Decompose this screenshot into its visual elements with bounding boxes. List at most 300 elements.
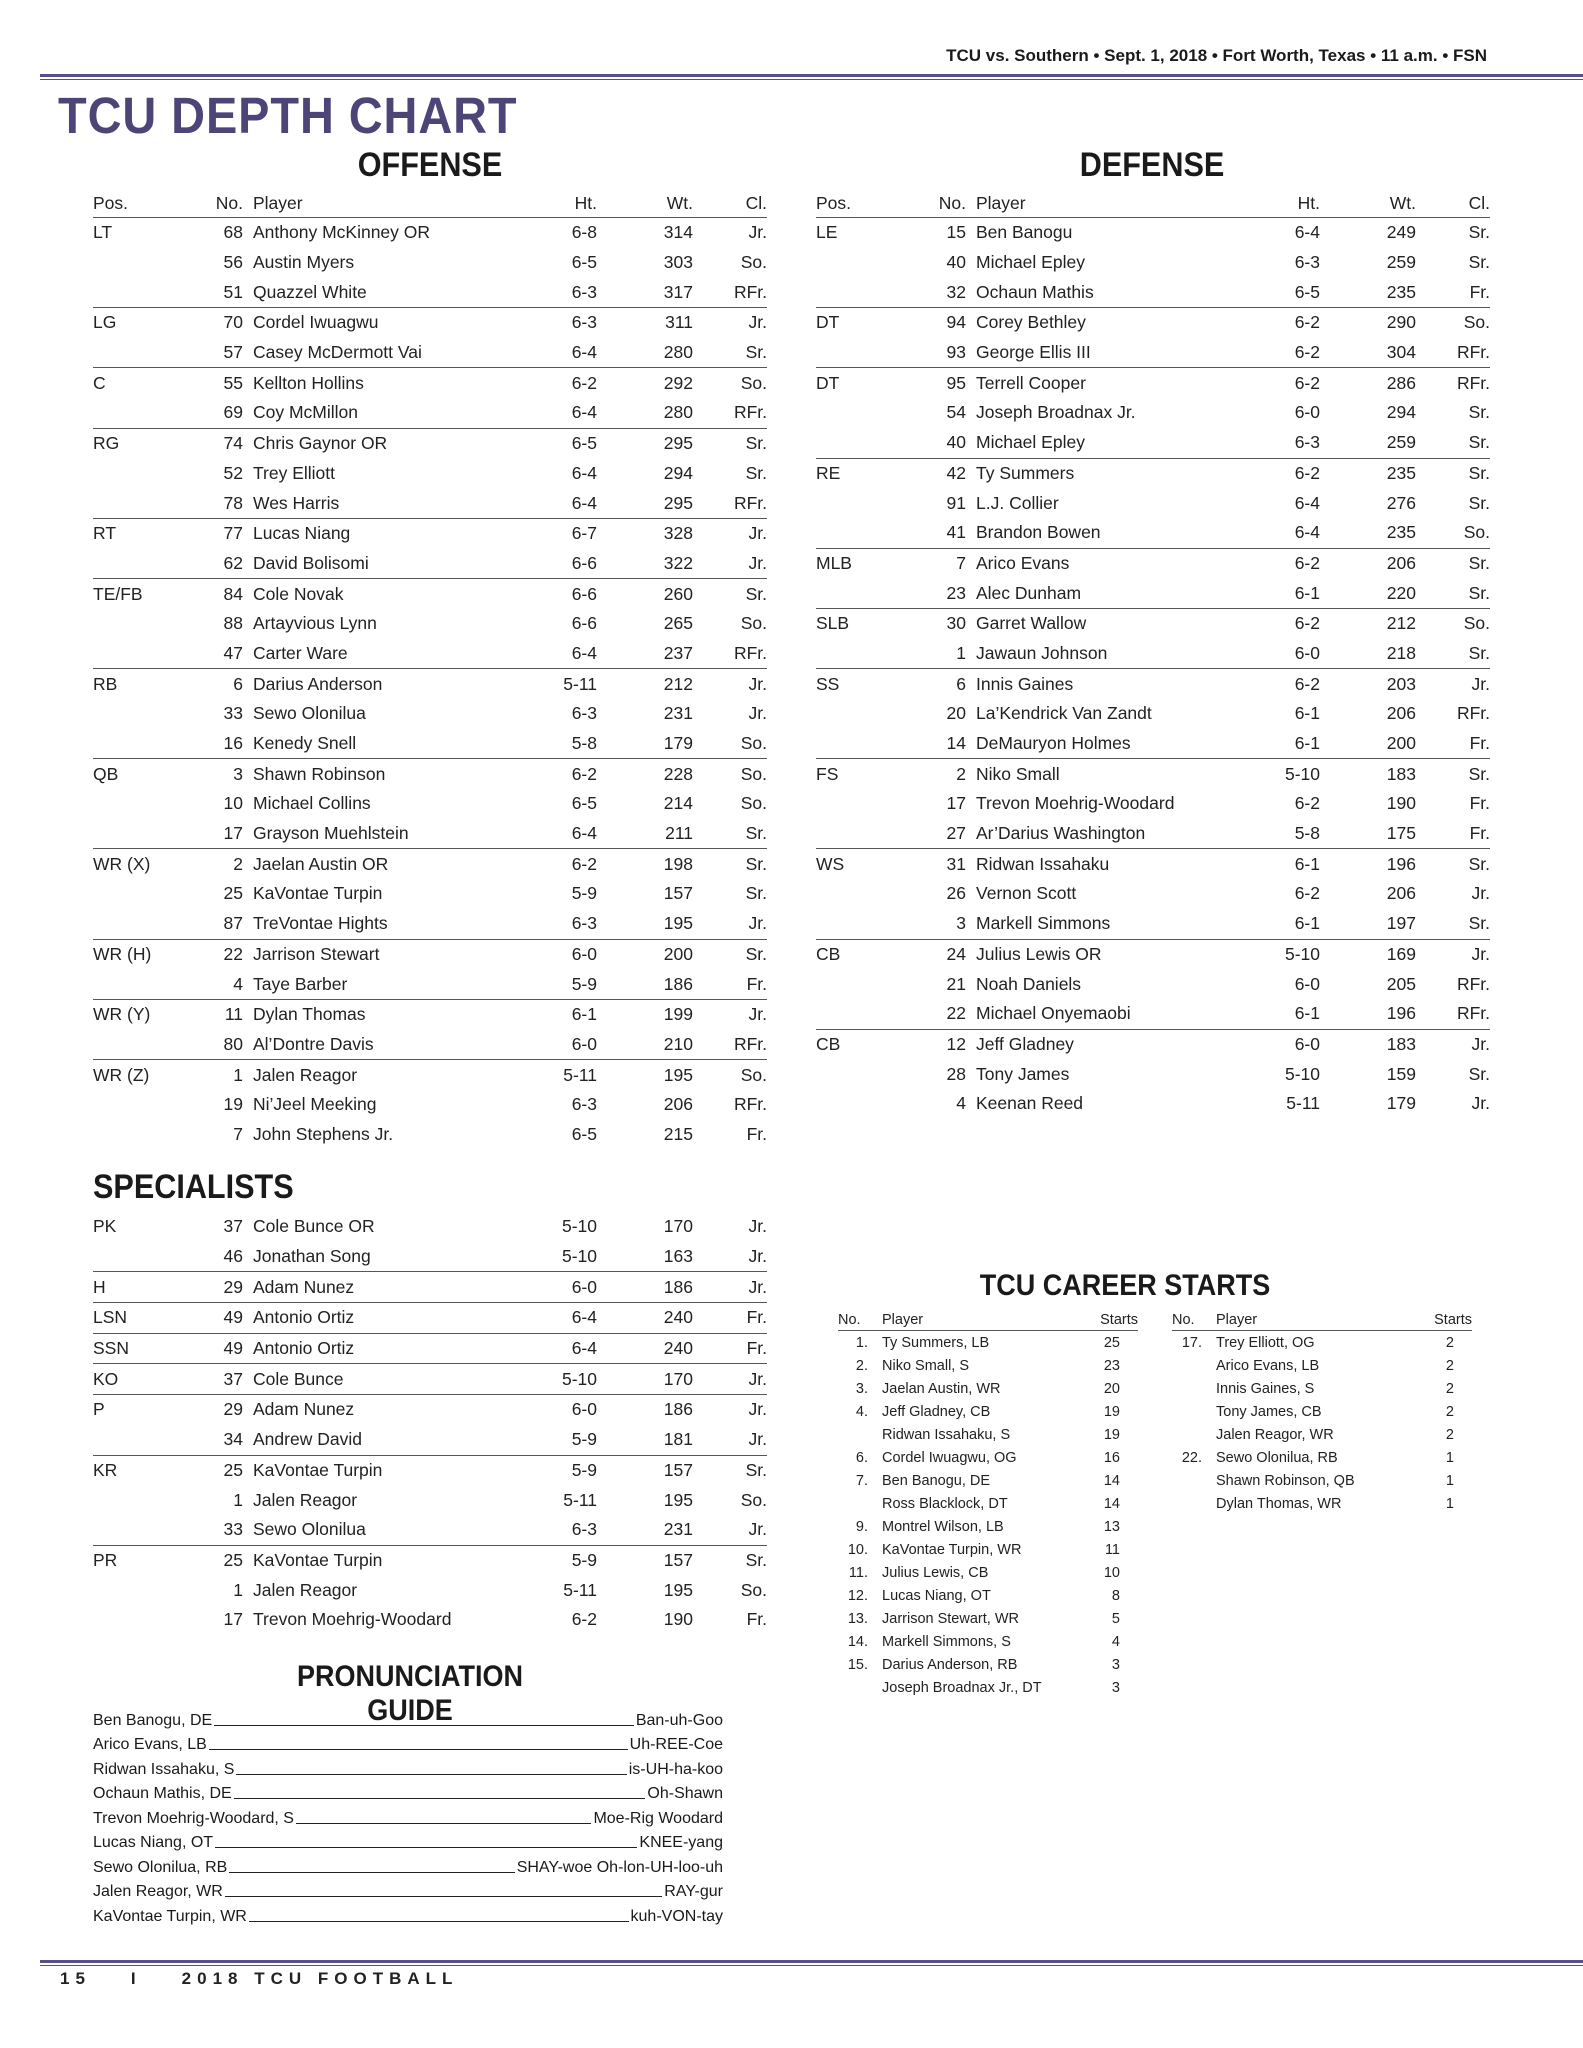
cell-wt: 186 (663, 973, 693, 994)
cell-wt: 294 (663, 462, 693, 483)
cell-cl: Fr. (746, 1123, 767, 1144)
cell-no: 27 (946, 823, 966, 844)
cell-player: Markell Simmons (976, 913, 1111, 934)
cell-no: 22 (173, 939, 253, 969)
cell-cl: Jr. (1416, 669, 1490, 699)
cell-wt: 228 (597, 759, 693, 789)
cs-col-no: No. (838, 1310, 882, 1331)
cell-wt: 259 (1386, 432, 1416, 453)
depth-row (93, 1120, 767, 1150)
cell-player: Sewo Olonilua (253, 703, 366, 724)
leader-line (209, 1749, 628, 1750)
depth-row (816, 999, 1490, 1029)
cell-ht: 6-8 (571, 222, 597, 243)
cell-wt: 322 (663, 552, 693, 573)
cs-col-player: Player (882, 1310, 1068, 1331)
col-header-wt: Wt. (1320, 189, 1416, 218)
cell-pos: SS (816, 669, 896, 699)
career-starts-row (838, 1653, 1138, 1676)
cs-cell-player: Ty Summers, LB (882, 1334, 990, 1351)
cs-cell-no (838, 1492, 882, 1515)
cell-wt: 195 (597, 1060, 693, 1090)
cell-wt: 205 (1386, 973, 1416, 994)
cell-ht: 6-4 (1294, 522, 1320, 543)
cell-player: Trevon Moehrig-Woodard (253, 1609, 452, 1630)
cell-ht: 5-9 (571, 973, 597, 994)
cell-no: 3 (173, 759, 253, 789)
cell-player: KaVontae Turpin (253, 1545, 503, 1575)
cell-ht: 5-9 (571, 883, 597, 904)
cell-pos: RG (93, 428, 173, 458)
leader-line (296, 1823, 591, 1824)
pronunciation-player: Ridwan Issahaku, S (93, 1760, 235, 1778)
cell-player: Ochaun Mathis (976, 281, 1094, 302)
publication-name: 2018 TCU FOOTBALL (181, 1969, 459, 1988)
leader-line (225, 1896, 662, 1897)
depth-row (93, 1485, 767, 1515)
cell-wt: 179 (1386, 1093, 1416, 1114)
depth-row (93, 1333, 767, 1364)
cell-no: 88 (223, 613, 243, 634)
cell-cl: So. (693, 1060, 767, 1090)
cell-cl: So. (1463, 522, 1490, 543)
pronunciation-row (93, 1705, 723, 1730)
cell-ht: 6-7 (503, 518, 597, 548)
cell-player: Keenan Reed (976, 1093, 1084, 1114)
cell-no: 40 (946, 432, 966, 453)
pronunciation-row (93, 1852, 723, 1877)
cell-wt: 183 (1320, 759, 1416, 789)
cell-cl: So. (740, 252, 767, 273)
cell-cl: So. (740, 733, 767, 754)
cell-no: 23 (946, 582, 966, 603)
cell-cl: Sr. (1468, 252, 1490, 273)
cell-wt: 212 (597, 669, 693, 699)
cell-ht: 5-10 (503, 1364, 597, 1395)
cell-ht: 6-4 (1294, 222, 1320, 243)
cs-cell-starts: 2 (1445, 1334, 1454, 1351)
cell-no: 33 (223, 1519, 243, 1540)
cs-cell-starts: 23 (1103, 1357, 1120, 1374)
depth-row (93, 1575, 767, 1605)
cell-wt: 304 (1386, 342, 1416, 363)
cs-cell-no: 12. (847, 1587, 868, 1604)
cell-cl: RFr. (733, 1094, 767, 1115)
cell-no: 11 (173, 999, 253, 1029)
depth-row (93, 669, 767, 699)
cell-player: Ty Summers (976, 458, 1226, 488)
cs-cell-no: 9. (855, 1518, 868, 1535)
cell-player: Artayvious Lynn (253, 613, 377, 634)
cell-pos: CB (816, 939, 896, 969)
cs-cell-no: 11. (848, 1564, 868, 1581)
cell-ht: 6-0 (1226, 1029, 1320, 1059)
cell-no: 49 (173, 1333, 253, 1364)
cell-no: 37 (223, 1216, 243, 1237)
cell-ht: 6-5 (571, 252, 597, 273)
cs-cell-player: Ross Blacklock, DT (882, 1495, 1008, 1512)
depth-row (816, 488, 1490, 518)
cell-no: 6 (173, 669, 253, 699)
cell-ht: 6-2 (1226, 669, 1320, 699)
cs-cell-starts: 5 (1111, 1610, 1120, 1627)
career-starts-row (838, 1561, 1138, 1584)
cell-ht: 6-2 (1226, 368, 1320, 398)
cell-player: Ben Banogu (976, 222, 1073, 243)
depth-row (816, 518, 1490, 548)
cs-cell-starts: 1 (1445, 1449, 1454, 1466)
cs-cell-player: Ridwan Issahaku, S (882, 1426, 1011, 1443)
cell-cl: Fr. (1469, 823, 1490, 844)
cell-cl: Jr. (693, 669, 767, 699)
cs-cell-starts: 14 (1103, 1495, 1120, 1512)
cs-cell-starts: 25 (1103, 1334, 1120, 1351)
cell-no: 25 (223, 883, 243, 904)
cell-no: 84 (173, 579, 253, 609)
cell-wt: 249 (1386, 222, 1416, 243)
cell-player: John Stephens Jr. (253, 1123, 394, 1144)
cs-cell-starts: 2 (1445, 1403, 1454, 1420)
cell-no: 6 (896, 669, 976, 699)
cell-no: 14 (946, 733, 966, 754)
cell-wt: 220 (1386, 582, 1416, 603)
career-starts-row (838, 1446, 1138, 1469)
cs-cell-no: 4. (855, 1403, 868, 1420)
pronunciation-player: Ben Banogu, DE (93, 1711, 213, 1729)
depth-row (93, 518, 767, 548)
cell-wt: 235 (1386, 522, 1416, 543)
leader-line (229, 1872, 514, 1873)
depth-row (93, 549, 767, 579)
cs-cell-starts: 19 (1103, 1426, 1120, 1443)
career-starts-row (1172, 1446, 1472, 1469)
cell-ht: 6-3 (1294, 252, 1320, 273)
cell-ht: 6-1 (503, 999, 597, 1029)
cell-pos (93, 1425, 173, 1455)
cell-ht: 6-2 (1226, 458, 1320, 488)
cs-cell-no: 17. (1181, 1334, 1202, 1351)
depth-row (816, 969, 1490, 999)
cell-ht: 5-10 (1284, 1063, 1320, 1084)
cell-wt: 183 (1320, 1029, 1416, 1059)
cs-cell-player: Tony James, CB (1216, 1403, 1322, 1420)
cs-cell-player: Jarrison Stewart, WR (882, 1610, 1019, 1627)
depth-row (93, 579, 767, 609)
cell-pos: QB (93, 759, 173, 789)
cs-cell-player: Jeff Gladney, CB (882, 1403, 991, 1420)
depth-row (816, 699, 1490, 729)
cell-player: Michael Epley (976, 432, 1085, 453)
career-starts-row (838, 1538, 1138, 1561)
cell-player: Innis Gaines (976, 669, 1226, 699)
depth-row (816, 277, 1490, 307)
cell-pos: H (93, 1272, 173, 1303)
cell-pos (93, 398, 173, 428)
cell-ht: 6-3 (571, 281, 597, 302)
cell-cl: Sr. (693, 428, 767, 458)
cell-ht: 6-2 (1226, 548, 1320, 578)
cell-player: Lucas Niang (253, 518, 503, 548)
cell-wt: 211 (665, 823, 693, 844)
cell-cl: Sr. (1468, 642, 1490, 663)
cell-pos: SLB (816, 608, 896, 638)
cell-pos (93, 699, 173, 729)
cell-pos: PK (93, 1216, 117, 1237)
cs-cell-player: Trey Elliott, OG (1216, 1334, 1315, 1351)
cell-player: Jarrison Stewart (253, 939, 503, 969)
cell-player: Ar’Darius Washington (976, 823, 1146, 844)
cs-cell-starts: 3 (1111, 1679, 1120, 1696)
cell-cl: Sr. (1468, 913, 1490, 934)
col-header-cl: Cl. (1416, 189, 1490, 218)
defense-depth-table (816, 189, 1490, 1119)
cell-pos (816, 578, 896, 608)
cell-no: 4 (956, 1093, 966, 1114)
cell-cl: Jr. (693, 518, 767, 548)
cell-ht: 6-0 (1294, 642, 1320, 663)
cell-player: L.J. Collier (976, 492, 1059, 513)
cell-no: 20 (946, 703, 966, 724)
cell-player: Antonio Ortiz (253, 1333, 503, 1364)
cell-no: 32 (946, 281, 966, 302)
cell-pos: RE (816, 458, 896, 488)
cell-cl: So. (740, 1579, 767, 1600)
cell-cl: Sr. (745, 823, 767, 844)
cell-ht: 6-4 (503, 1303, 597, 1334)
cell-ht: 5-8 (571, 733, 597, 754)
cell-pos (816, 398, 896, 428)
career-starts-row (1172, 1400, 1472, 1423)
pronunciation-phonetic: Uh-REE-Coe (629, 1736, 723, 1753)
cell-ht: 6-4 (1294, 492, 1320, 513)
cell-wt: 200 (597, 939, 693, 969)
cell-cl: Jr. (1416, 939, 1490, 969)
cell-wt: 170 (663, 1216, 693, 1237)
depth-row (93, 1272, 767, 1303)
cell-wt: 295 (663, 492, 693, 513)
depth-row (93, 308, 767, 338)
cell-ht: 6-4 (571, 823, 597, 844)
cell-cl: Jr. (1471, 1093, 1490, 1114)
cell-wt: 195 (663, 913, 693, 934)
cell-pos (93, 549, 173, 579)
depth-row (93, 909, 767, 939)
col-header-player: Player (976, 189, 1226, 218)
cell-ht: 6-2 (503, 849, 597, 879)
cs-cell-no: 2. (855, 1357, 868, 1374)
depth-row (816, 368, 1490, 398)
cell-ht: 5-11 (563, 1579, 597, 1600)
cell-no: 31 (896, 849, 976, 879)
cell-player: George Ellis III (976, 342, 1091, 363)
cell-player: Adam Nunez (253, 1395, 503, 1425)
depth-row (816, 578, 1490, 608)
depth-row (93, 699, 767, 729)
cell-ht: 5-9 (503, 1545, 597, 1575)
cell-wt: 259 (1386, 252, 1416, 273)
cell-ht: 6-4 (571, 402, 597, 423)
cell-cl: Sr. (693, 849, 767, 879)
cell-wt: 190 (1386, 793, 1416, 814)
cell-cl: Fr. (693, 1333, 767, 1364)
cell-wt: 198 (597, 849, 693, 879)
cell-pos (93, 1575, 173, 1605)
offense-header-row (93, 189, 767, 218)
cell-ht: 6-4 (571, 342, 597, 363)
cell-pos (816, 879, 896, 909)
leader-line (249, 1921, 629, 1922)
cell-ht: 6-0 (503, 1395, 597, 1425)
cell-pos (93, 969, 173, 999)
cell-no: 78 (223, 492, 243, 513)
depth-row (816, 1089, 1490, 1119)
cs-cell-starts: 20 (1103, 1380, 1120, 1397)
cell-no: 93 (946, 342, 966, 363)
pronunciation-phonetic: Ban-uh-Goo (635, 1711, 723, 1729)
cell-player: Chris Gaynor OR (253, 428, 503, 458)
cell-ht: 5-11 (503, 669, 597, 699)
cell-pos: MLB (816, 548, 896, 578)
cell-no: 15 (946, 222, 966, 243)
cell-wt: 157 (597, 1455, 693, 1485)
cell-pos: WR (X) (93, 849, 173, 879)
cs-cell-starts: 2 (1445, 1380, 1454, 1397)
cell-ht: 5-10 (1226, 939, 1320, 969)
cell-cl: RFr. (733, 281, 767, 302)
cs-cell-player: Ben Banogu, DE (882, 1472, 991, 1489)
cs-cell-no (1172, 1354, 1216, 1377)
cell-ht: 5-11 (563, 1489, 597, 1510)
cell-player: Michael Epley (976, 252, 1085, 273)
cell-pos (93, 609, 173, 639)
cell-pos: WS (816, 849, 896, 879)
depth-row (816, 338, 1490, 368)
cell-no: 49 (173, 1303, 253, 1334)
cs-cell-starts: 19 (1103, 1403, 1120, 1420)
cell-no: 25 (173, 1455, 253, 1485)
cell-pos (816, 699, 896, 729)
cell-cl: RFr. (1456, 1003, 1490, 1024)
cs-cell-player: Jalen Reagor, WR (1216, 1426, 1334, 1443)
cell-player: Cordel Iwuagwu (253, 308, 503, 338)
cell-player: Brandon Bowen (976, 522, 1101, 543)
cs-cell-player: Sewo Olonilua, RB (1216, 1449, 1338, 1466)
cell-player: Sewo Olonilua (253, 1519, 366, 1540)
cs-cell-starts: 2 (1445, 1426, 1454, 1443)
cell-pos (93, 488, 173, 518)
cell-wt: 195 (663, 1579, 693, 1600)
footer-rule-thin (40, 1965, 1583, 1966)
cell-pos (816, 819, 896, 849)
cell-cl: So. (693, 759, 767, 789)
cell-pos (816, 969, 896, 999)
cell-wt: 169 (1320, 939, 1416, 969)
cell-cl: So. (1416, 308, 1490, 338)
cell-pos (93, 1120, 173, 1150)
cell-ht: 6-5 (503, 428, 597, 458)
cell-no: 22 (946, 1003, 966, 1024)
depth-row (816, 639, 1490, 669)
cell-player: Al’Dontre Davis (253, 1033, 374, 1054)
leader-line (214, 1725, 634, 1726)
cell-ht: 6-1 (1294, 913, 1320, 934)
cs-cell-starts: 13 (1103, 1518, 1120, 1535)
cell-no: 30 (896, 608, 976, 638)
cell-wt: 186 (597, 1395, 693, 1425)
cell-wt: 235 (1386, 281, 1416, 302)
cell-ht: 6-2 (1226, 308, 1320, 338)
cs-cell-player: Dylan Thomas, WR (1216, 1495, 1342, 1512)
cell-no: 40 (946, 252, 966, 273)
cell-no: 7 (233, 1123, 243, 1144)
career-starts-table-right (1172, 1310, 1472, 1515)
depth-row (93, 1515, 767, 1545)
cell-player: Cole Bunce (253, 1364, 503, 1395)
depth-row (93, 1212, 767, 1242)
cell-no: 29 (173, 1395, 253, 1425)
cell-wt: 212 (1320, 608, 1416, 638)
cell-wt: 237 (663, 642, 693, 663)
cell-pos (93, 459, 173, 489)
depth-row (93, 789, 767, 819)
depth-row (816, 218, 1490, 248)
cell-cl: Fr. (1469, 281, 1490, 302)
cell-pos (816, 1059, 896, 1089)
cs-cell-no (838, 1423, 882, 1446)
cell-cl: RFr. (1456, 703, 1490, 724)
cell-cl: Sr. (693, 1455, 767, 1485)
cell-player: TreVontae Hights (253, 913, 388, 934)
cell-no: 26 (946, 883, 966, 904)
cs-cell-player: Shawn Robinson, QB (1216, 1472, 1355, 1489)
career-starts-header-row (1172, 1310, 1472, 1331)
cell-ht: 6-3 (571, 703, 597, 724)
cell-player: Arico Evans (976, 548, 1226, 578)
cell-pos: KO (93, 1364, 173, 1395)
cell-cl: So. (740, 793, 767, 814)
cell-no: 69 (223, 402, 243, 423)
footer-rule (40, 1960, 1583, 1963)
cell-no: 3 (956, 913, 966, 934)
cell-ht: 6-2 (1294, 793, 1320, 814)
cell-no: 54 (946, 402, 966, 423)
cs-cell-player: Jaelan Austin, WR (882, 1380, 1001, 1397)
cell-cl: Fr. (693, 1303, 767, 1334)
cell-pos (93, 639, 173, 669)
cs-cell-no (1172, 1377, 1216, 1400)
pronunciation-row (93, 1779, 723, 1804)
cs-cell-starts: 3 (1111, 1656, 1120, 1673)
career-starts-row (838, 1331, 1138, 1355)
depth-row (816, 248, 1490, 278)
cell-wt: 314 (663, 222, 693, 243)
cell-ht: 6-6 (571, 613, 597, 634)
career-starts-row (1172, 1331, 1472, 1355)
col-header-no: No. (173, 189, 253, 218)
cell-ht: 5-10 (561, 1246, 597, 1267)
offense-depth-table (93, 189, 767, 1149)
cs-cell-no (838, 1676, 882, 1699)
depth-row (816, 1029, 1490, 1059)
depth-row (93, 729, 767, 759)
cell-player: Shawn Robinson (253, 759, 503, 789)
cell-no: 24 (896, 939, 976, 969)
depth-row (93, 248, 767, 278)
career-starts-row (1172, 1492, 1472, 1515)
cell-pos (93, 248, 173, 278)
pronunciation-heading: PRONUNCIATION GUIDE (296, 1660, 523, 1727)
cell-pos (93, 1030, 173, 1060)
